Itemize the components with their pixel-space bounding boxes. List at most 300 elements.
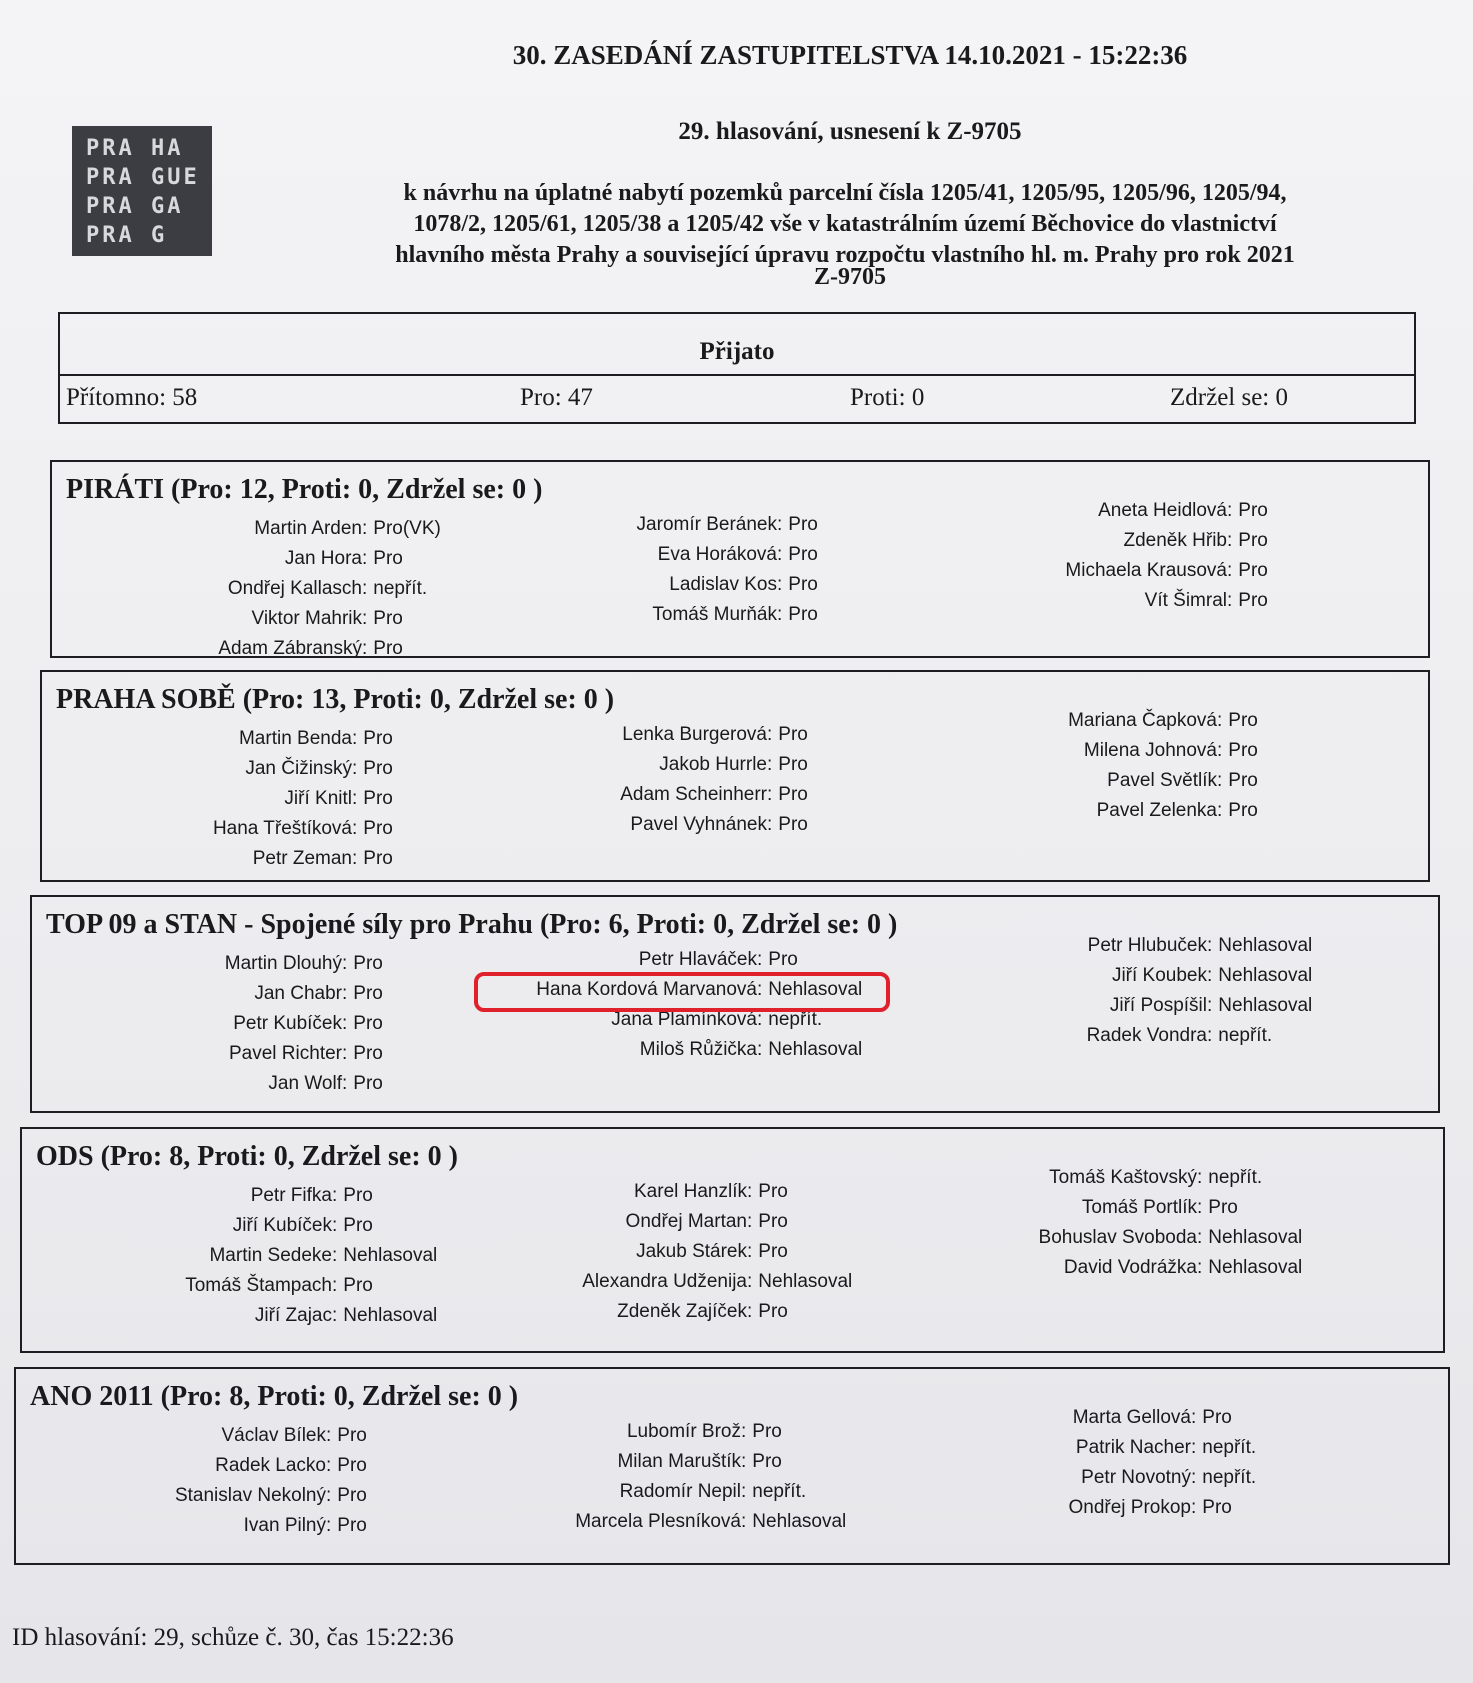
member-name: Jiří Pospíšil <box>1109 995 1207 1016</box>
member-vote: Pro <box>373 638 403 659</box>
member-vote: Pro <box>363 758 393 779</box>
member-row <box>512 540 818 570</box>
member-name: Stanislav Nekolný <box>174 1485 326 1506</box>
member-colon: : <box>362 518 368 539</box>
party-title: ANO 2011 (Pro: 8, Proti: 0, Zdržel se: 0 ) <box>30 1381 519 1412</box>
member-vote: Nehlasoval <box>768 1039 863 1060</box>
member-column <box>952 496 1268 616</box>
member-name: Milan Maruštík <box>617 1451 741 1472</box>
member-colon: : <box>1191 1407 1197 1428</box>
member-colon: : <box>767 814 773 835</box>
member-column <box>942 706 1258 826</box>
member-column <box>922 1163 1302 1283</box>
member-row <box>82 844 393 874</box>
member-colon: : <box>342 1043 348 1064</box>
member-vote: Pro <box>788 544 818 565</box>
member-row <box>62 1241 437 1271</box>
member-vote: Pro <box>768 949 798 970</box>
member-vote: Pro <box>788 604 818 625</box>
member-row <box>56 1481 367 1511</box>
member-vote: nepřít. <box>1202 1437 1257 1458</box>
member-colon: : <box>1227 530 1233 551</box>
member-colon: : <box>1207 1025 1213 1046</box>
member-name: Ladislav Kos <box>669 574 777 595</box>
member-colon: : <box>1197 1167 1203 1188</box>
party-title: TOP 09 a STAN - Spojené síly pro Prahu (Pro: 6, Proti: 0, Zdržel se: 0 ) <box>46 909 898 940</box>
member-colon: : <box>741 1451 747 1472</box>
highlight-ring <box>474 972 890 1012</box>
member-name: Tomáš Kaštovský <box>1049 1167 1197 1188</box>
member-row <box>512 510 818 540</box>
member-row <box>82 724 393 754</box>
member-name: Pavel Richter <box>229 1043 342 1064</box>
member-row <box>502 750 808 780</box>
member-colon: : <box>1227 590 1233 611</box>
member-row <box>482 1207 852 1237</box>
proti-count: Proti: 0 <box>850 384 925 411</box>
member-colon: : <box>777 514 783 535</box>
member-vote: Pro <box>353 953 383 974</box>
member-row <box>56 1511 367 1541</box>
member-name: Lenka Burgerová <box>622 724 767 745</box>
member-colon: : <box>747 1271 753 1292</box>
member-vote: Pro <box>1228 740 1258 761</box>
member-row <box>502 780 808 810</box>
member-vote: Pro <box>788 514 818 535</box>
member-colon: : <box>1207 965 1213 986</box>
member-vote: Pro <box>778 784 808 805</box>
member-vote: Pro <box>337 1455 367 1476</box>
member-vote: Pro <box>1238 500 1268 521</box>
logo-line: PRA G <box>86 223 168 248</box>
member-colon: : <box>1217 800 1223 821</box>
member-vote: Pro <box>1238 560 1268 581</box>
member-row <box>916 1403 1256 1433</box>
member-row <box>916 1433 1256 1463</box>
member-colon: : <box>352 728 358 749</box>
member-name: Jakub Stárek <box>636 1241 747 1262</box>
member-colon: : <box>332 1275 338 1296</box>
member-colon: : <box>1197 1227 1203 1248</box>
member-vote: Pro <box>363 848 393 869</box>
member-vote: Nehlasoval <box>1218 995 1313 1016</box>
member-colon: : <box>1197 1197 1203 1218</box>
member-colon: : <box>767 724 773 745</box>
member-row <box>82 784 393 814</box>
member-name: Tomáš Portlík <box>1081 1197 1197 1218</box>
member-colon: : <box>1217 740 1223 761</box>
member-colon: : <box>747 1181 753 1202</box>
member-name: Mariana Čapková <box>1068 710 1217 731</box>
member-colon: : <box>741 1481 747 1502</box>
member-colon: : <box>747 1301 753 1322</box>
member-name: Jaromír Beránek <box>636 514 777 535</box>
member-vote: Nehlasoval <box>1218 935 1313 956</box>
member-column <box>932 931 1312 1051</box>
member-colon: : <box>741 1511 747 1532</box>
member-row <box>922 1253 1302 1283</box>
member-vote: Pro <box>778 754 808 775</box>
member-colon: : <box>362 578 368 599</box>
member-row <box>62 1271 437 1301</box>
member-column <box>62 1181 437 1331</box>
vote-subject <box>345 178 1345 271</box>
member-colon: : <box>352 848 358 869</box>
member-row <box>942 796 1258 826</box>
member-colon: : <box>757 949 763 970</box>
member-row <box>62 1301 437 1331</box>
member-colon: : <box>1227 560 1233 581</box>
member-name: Radek Vondra <box>1086 1025 1207 1046</box>
member-colon: : <box>342 1013 348 1034</box>
member-row <box>942 736 1258 766</box>
member-colon: : <box>362 608 368 629</box>
member-vote: Pro <box>758 1211 788 1232</box>
member-column <box>482 1177 852 1327</box>
member-row <box>92 604 441 634</box>
member-vote: Pro(VK) <box>373 518 441 539</box>
member-name: Radek Lacko <box>215 1455 326 1476</box>
member-colon: : <box>326 1425 332 1446</box>
member-colon: : <box>757 1009 763 1030</box>
member-colon: : <box>757 979 763 1000</box>
party-title: PRAHA SOBĚ (Pro: 13, Proti: 0, Zdržel se: 0 ) <box>56 684 615 715</box>
subject-line: 1078/2, 1205/61, 1205/38 a 1205/42 vše v katastrálním území Běchovice do vlastnictví <box>413 211 1277 237</box>
member-colon: : <box>326 1515 332 1536</box>
member-row <box>62 1211 437 1241</box>
member-name: Milena Johnová <box>1083 740 1217 761</box>
member-colon: : <box>777 604 783 625</box>
member-name: Petr Novotný <box>1081 1467 1191 1488</box>
present-count: Přítomno: 58 <box>66 384 198 411</box>
member-row <box>942 766 1258 796</box>
member-vote: Pro <box>758 1181 788 1202</box>
member-colon: : <box>332 1185 338 1206</box>
member-colon: : <box>1217 770 1223 791</box>
member-vote: nepřít. <box>1218 1025 1273 1046</box>
member-colon: : <box>747 1241 753 1262</box>
member-vote: Pro <box>752 1421 782 1442</box>
member-row <box>512 600 818 630</box>
member-name: Zdeněk Zajíček <box>617 1301 747 1322</box>
party-title: PIRÁTI (Pro: 12, Proti: 0, Zdržel se: 0 ) <box>66 474 543 505</box>
member-vote: Nehlasoval <box>1218 965 1313 986</box>
member-vote: Pro <box>1228 800 1258 821</box>
member-name: Marta Gellová <box>1072 1407 1191 1428</box>
member-colon: : <box>362 638 368 659</box>
member-name: Jana Plamínková <box>611 1009 757 1030</box>
member-colon: : <box>342 1073 348 1094</box>
member-vote: Pro <box>363 818 393 839</box>
member-name: Petr Zeman <box>252 848 352 869</box>
member-colon: : <box>777 544 783 565</box>
member-name: Jiří Zajac <box>254 1305 332 1326</box>
member-vote: Nehlasoval <box>752 1511 847 1532</box>
member-row <box>72 979 383 1009</box>
member-row <box>482 1237 852 1267</box>
member-vote: Pro <box>1202 1407 1232 1428</box>
member-name: Ondřej Martan <box>625 1211 747 1232</box>
member-colon: : <box>1191 1467 1197 1488</box>
member-row <box>942 706 1258 736</box>
member-vote: nepřít. <box>1208 1167 1263 1188</box>
member-row <box>476 1477 846 1507</box>
member-colon: : <box>342 953 348 974</box>
member-vote: Nehlasoval <box>343 1245 438 1266</box>
member-row <box>952 496 1268 526</box>
member-row <box>922 1163 1302 1193</box>
member-name: Pavel Zelenka <box>1096 800 1217 821</box>
member-name: Lubomír Brož <box>626 1421 741 1442</box>
member-row <box>916 1463 1256 1493</box>
member-row <box>476 1447 846 1477</box>
party-title: ODS (Pro: 8, Proti: 0, Zdržel se: 0 ) <box>36 1141 458 1172</box>
member-name: Martin Sedeke <box>209 1245 332 1266</box>
member-name: Martin Benda <box>238 728 352 749</box>
member-name: Adam Zábranský <box>218 638 362 659</box>
member-colon: : <box>1207 995 1213 1016</box>
member-colon: : <box>332 1245 338 1266</box>
member-column <box>56 1421 367 1541</box>
member-name: Jiří Koubek <box>1111 965 1207 986</box>
member-row <box>56 1421 367 1451</box>
member-name: Petr Hlubuček <box>1087 935 1207 956</box>
member-name: Jiří Kubíček <box>232 1215 332 1236</box>
zdrzel-count: Zdržel se: 0 <box>1170 384 1289 411</box>
member-name: Jan Chabr <box>254 983 342 1004</box>
member-vote: Pro <box>343 1275 373 1296</box>
party-block <box>50 460 1430 658</box>
member-row <box>916 1493 1256 1523</box>
party-block <box>40 670 1430 882</box>
member-row <box>72 1039 383 1069</box>
member-name: Jakob Hurrle <box>659 754 767 775</box>
member-column <box>476 1417 846 1537</box>
member-vote: Pro <box>343 1185 373 1206</box>
member-vote: Pro <box>1238 590 1268 611</box>
member-name: Patrik Nacher <box>1075 1437 1191 1458</box>
vote-title: 29. hlasování, usnesení k Z-9705 <box>678 118 1022 145</box>
member-name: Hana Třeštíková <box>212 818 352 839</box>
member-vote: Nehlasoval <box>1208 1257 1303 1278</box>
member-row <box>932 961 1312 991</box>
member-column <box>916 1403 1256 1523</box>
member-name: Petr Hlaváček <box>638 949 757 970</box>
member-vote: nepřít. <box>752 1481 807 1502</box>
member-name: Hana Kordová Marvanová <box>536 979 757 1000</box>
member-colon: : <box>326 1485 332 1506</box>
member-column <box>82 724 393 874</box>
member-name: Vít Šimral <box>1144 590 1227 611</box>
member-name: Jan Hora <box>284 548 362 569</box>
vote-summary-box <box>58 312 1416 424</box>
member-vote: Pro <box>1238 530 1268 551</box>
pro-count: Pro: 47 <box>520 384 593 411</box>
member-name: Martin Dlouhý <box>224 953 342 974</box>
member-name: Ondřej Prokop <box>1068 1497 1191 1518</box>
member-colon: : <box>332 1305 338 1326</box>
member-vote: nepřít. <box>768 1009 823 1030</box>
member-name: Jiří Knitl <box>284 788 352 809</box>
member-row <box>476 1417 846 1447</box>
member-colon: : <box>352 758 358 779</box>
member-vote: Pro <box>373 548 403 569</box>
member-row <box>952 586 1268 616</box>
member-row <box>952 556 1268 586</box>
member-name: Tomáš Štampach <box>185 1275 332 1296</box>
member-vote: Nehlasoval <box>758 1271 853 1292</box>
vote-status: Přijato <box>699 338 775 365</box>
member-name: David Vodrážka <box>1063 1257 1197 1278</box>
member-row <box>476 1507 846 1537</box>
member-vote: nepřít. <box>1202 1467 1257 1488</box>
logo-line: PRA GA <box>86 194 184 219</box>
member-name: Viktor Mahrik <box>251 608 362 629</box>
member-name: Pavel Světlík <box>1107 770 1217 791</box>
member-name: Eva Horáková <box>657 544 777 565</box>
logo-line: PRA HA <box>86 136 184 161</box>
member-row <box>932 1021 1312 1051</box>
member-row <box>92 574 441 604</box>
member-row <box>922 1193 1302 1223</box>
member-colon: : <box>1227 500 1233 521</box>
subject-line: hlavního města Prahy a související úpravu rozpočtu vlastního hl. m. Prahy pro rok 2021 <box>395 242 1295 268</box>
member-vote: Pro <box>752 1451 782 1472</box>
member-column <box>92 514 441 664</box>
member-row <box>72 1009 383 1039</box>
member-name: Karel Hanzlík <box>634 1181 747 1202</box>
prague-logo <box>72 126 212 256</box>
member-row <box>922 1223 1302 1253</box>
member-vote: Pro <box>373 608 403 629</box>
summary-divider <box>60 374 1414 376</box>
member-row <box>492 1035 862 1065</box>
member-name: Marcela Plesníková <box>575 1511 741 1532</box>
member-colon: : <box>1217 710 1223 731</box>
member-row <box>492 945 862 975</box>
member-vote: Pro <box>778 814 808 835</box>
member-name: Jan Čižinský <box>245 758 352 779</box>
member-vote: Pro <box>337 1425 367 1446</box>
member-column <box>72 949 383 1099</box>
member-row <box>932 931 1312 961</box>
member-colon: : <box>1207 935 1213 956</box>
member-vote: Pro <box>1228 710 1258 731</box>
member-vote: Pro <box>1228 770 1258 791</box>
member-colon: : <box>1191 1497 1197 1518</box>
member-row <box>92 544 441 574</box>
member-name: Pavel Vyhnánek <box>630 814 767 835</box>
member-colon: : <box>1191 1437 1197 1458</box>
member-vote: Nehlasoval <box>1208 1227 1303 1248</box>
member-name: Václav Bílek <box>221 1425 326 1446</box>
member-name: Zdeněk Hřib <box>1123 530 1227 551</box>
member-colon: : <box>352 818 358 839</box>
member-vote: Pro <box>1208 1197 1238 1218</box>
member-row <box>62 1181 437 1211</box>
member-row <box>72 949 383 979</box>
subject-line: k návrhu na úplatné nabytí pozemků parcelní čísla 1205/41, 1205/95, 1205/96, 1205/94, <box>403 180 1287 206</box>
member-name: Ivan Pilný <box>243 1515 326 1536</box>
member-row <box>82 754 393 784</box>
member-vote: Pro <box>1202 1497 1232 1518</box>
member-vote: Pro <box>758 1301 788 1322</box>
member-row <box>952 526 1268 556</box>
member-vote: Pro <box>337 1485 367 1506</box>
member-name: Jan Wolf <box>268 1073 342 1094</box>
member-name: Petr Kubíček <box>233 1013 342 1034</box>
member-name: Alexandra Udženija <box>582 1271 747 1292</box>
member-colon: : <box>767 754 773 775</box>
member-colon: : <box>326 1455 332 1476</box>
member-vote: Pro <box>353 1043 383 1064</box>
meeting-title: 30. ZASEDÁNÍ ZASTUPITELSTVA 14.10.2021 - 15:22:36 <box>512 40 1188 70</box>
member-row <box>92 634 441 664</box>
member-row <box>72 1069 383 1099</box>
member-row <box>932 991 1312 1021</box>
member-vote: Pro <box>353 983 383 1004</box>
member-vote: Pro <box>363 788 393 809</box>
member-vote: Pro <box>758 1241 788 1262</box>
member-row <box>482 1297 852 1327</box>
member-column <box>512 510 818 630</box>
member-vote: Nehlasoval <box>768 979 863 1000</box>
member-colon: : <box>342 983 348 1004</box>
member-name: Miloš Růžička <box>639 1039 757 1060</box>
member-name: Bohuslav Svoboda <box>1038 1227 1197 1248</box>
member-name: Martin Arden <box>254 518 362 539</box>
member-colon: : <box>757 1039 763 1060</box>
member-column <box>502 720 808 840</box>
party-block <box>14 1367 1450 1565</box>
member-vote: Pro <box>343 1215 373 1236</box>
member-row <box>482 1267 852 1297</box>
member-colon: : <box>352 788 358 809</box>
footer-vote-id: ID hlasování: 29, schůze č. 30, čas 15:22:36 <box>12 1624 454 1651</box>
member-vote: Pro <box>788 574 818 595</box>
member-name: Adam Scheinherr <box>620 784 767 805</box>
member-row <box>56 1451 367 1481</box>
member-name: Ondřej Kallasch <box>227 578 362 599</box>
member-vote: Pro <box>363 728 393 749</box>
member-name: Tomáš Murňák <box>652 604 777 625</box>
member-row <box>92 514 441 544</box>
logo-line: PRA GUE <box>86 165 200 190</box>
subject-code: Z-9705 <box>814 264 886 290</box>
member-colon: : <box>741 1421 747 1442</box>
member-name: Aneta Heidlová <box>1098 500 1227 521</box>
member-vote: Pro <box>337 1515 367 1536</box>
member-vote: Nehlasoval <box>343 1305 438 1326</box>
member-colon: : <box>332 1215 338 1236</box>
member-name: Petr Fifka <box>250 1185 332 1206</box>
member-name: Michaela Krausová <box>1065 560 1227 581</box>
party-block <box>20 1127 1445 1353</box>
member-row <box>82 814 393 844</box>
member-colon: : <box>362 548 368 569</box>
member-colon: : <box>767 784 773 805</box>
member-vote: Pro <box>353 1013 383 1034</box>
member-name: Radomír Nepil <box>619 1481 741 1502</box>
member-colon: : <box>777 574 783 595</box>
member-row <box>482 1177 852 1207</box>
member-colon: : <box>747 1211 753 1232</box>
member-row <box>502 810 808 840</box>
member-vote: Pro <box>353 1073 383 1094</box>
member-vote: Pro <box>778 724 808 745</box>
member-row <box>512 570 818 600</box>
member-vote: nepřít. <box>373 578 428 599</box>
